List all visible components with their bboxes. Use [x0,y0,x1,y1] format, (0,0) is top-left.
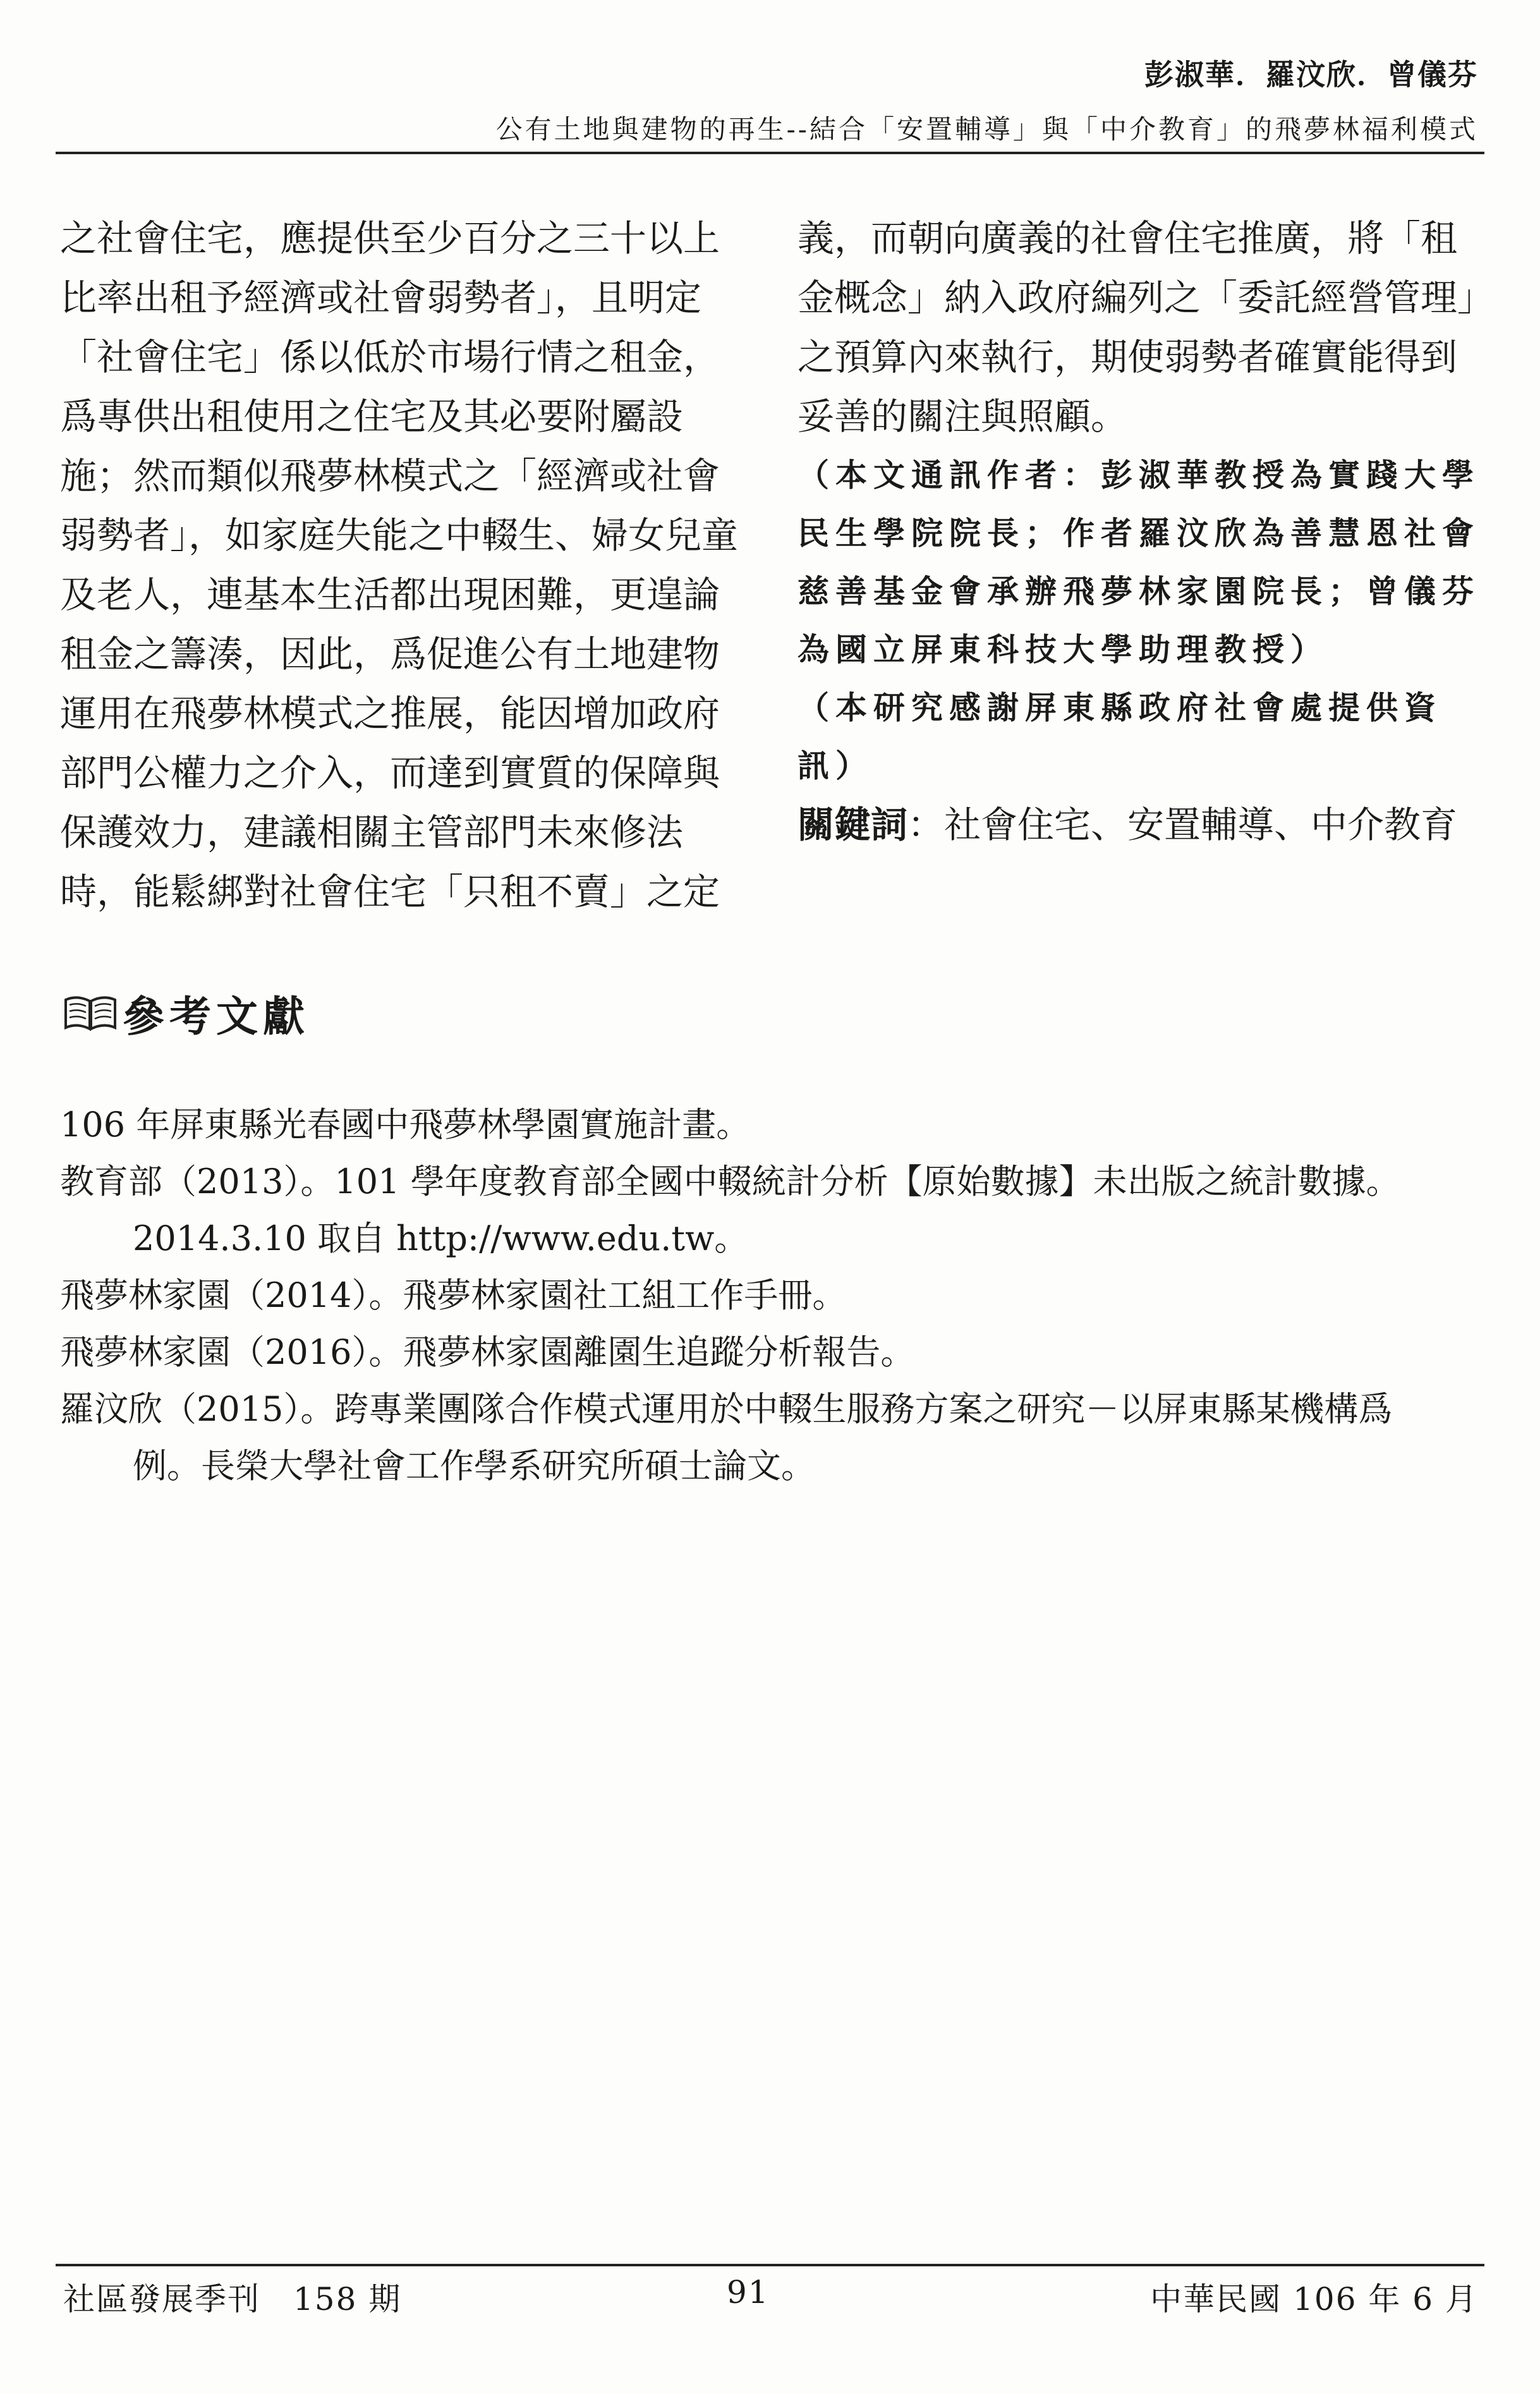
body-line: 施；然而類似飛夢林模式之「經濟或社會 [60,454,720,497]
ack-note-line: （本研究感謝屏東縣政府社會處提供資 [797,689,1442,726]
references-heading [63,983,310,1043]
body-line: 部門公權力之介入，而達到實質的保障與 [60,751,720,794]
open-book-icon [63,993,118,1033]
body-left-column [60,209,739,921]
body-line: 比率出租予經濟或社會弱勢者」，且明定 [60,276,702,319]
body-line: 金概念」納入政府編列之「委託經營管理」 [797,276,1495,319]
body-line: 「社會住宅」係以低於市場行情之租金， [60,336,720,379]
reference-line: 飛夢林家園（2014）。飛夢林家園社工組工作手冊。 [60,1275,847,1315]
author-note-line: 為國立屏東科技大學助理教授） [797,631,1328,668]
author-note-line: （本文通訊作者：彭淑華教授為實踐大學 [797,456,1480,494]
journal-name: 社區發展季刊 158 期 [63,2281,402,2318]
publication-date: 中華民國 106 年 6 月 [1150,2281,1478,2318]
ack-note-line: 訊） [797,747,873,784]
author-note-line: 民生學院院長；作者羅汶欣為善慧恩社會 [797,514,1480,552]
reference-item [60,1324,1488,1381]
reference-list [60,1097,1488,1495]
body-line: 之預算內來執行，期使弱勢者確實能得到 [797,336,1458,379]
body-line: 時，能鬆綁對社會住宅「只租不賣」之定 [60,870,720,913]
body-line: 妥善的關注與照顧。 [797,395,1128,438]
reference-line-continued: 2014.3.10 取自 http://www.edu.tw。 [133,1218,749,1258]
header-authors: 彭淑華．羅汶欣．曾儀芬 [1144,58,1478,92]
reference-line: 106 年屏東縣光春國中飛夢林學園實施計畫。 [60,1105,751,1145]
reference-line: 羅汶欣（2015）。跨專業團隊合作模式運用於中輟生服務方案之研究－以屏東縣某機構爲 [60,1389,1393,1429]
running-title: 公有土地與建物的再生--結合「安置輔導」與「中介教育」的飛夢林福利模式 [495,114,1478,145]
references-title: 參考文獻 [123,992,310,1041]
body-right-column [797,209,1495,854]
keywords-value: ：社會住宅、安置輔導、中介教育 [907,803,1458,846]
reference-line-continued: 例。長榮大學社會工作學系研究所碩士論文。 [133,1446,815,1486]
keywords [797,795,1480,854]
body-line: 弱勢者」，如家庭失能之中輟生、婦女兒童 [60,514,739,557]
body-line: 爲專供出租使用之住宅及其必要附屬設 [60,395,684,438]
body-line: 及老人，連基本生活都出現困難，更遑論 [60,573,720,616]
footer-divider [56,2264,1484,2266]
body-line: 義，而朝向廣義的社會住宅推廣，將「租 [797,217,1458,260]
reference-item [60,1267,1488,1324]
reference-line: 飛夢林家園（2016）。飛夢林家園離園生追蹤分析報告。 [60,1332,915,1372]
author-note-line: 慈善基金會承辦飛夢林家園院長；曾儀芬 [797,573,1480,610]
body-line: 保護效力，建議相關主管部門未來修法 [60,811,684,854]
reference-item [60,1381,1488,1495]
keywords-label: 關鍵詞 [797,803,908,846]
page-number: 91 [727,2274,770,2311]
reference-item [60,1153,1488,1267]
author-note [797,446,1480,679]
reference-item [60,1097,1488,1153]
header-divider [56,152,1484,154]
reference-line: 教育部（2013）。101 學年度教育部全國中輟統計分析【原始數據】未出版之統計數據。 [60,1162,1400,1201]
body-line: 運用在飛夢林模式之推展，能因增加政府 [60,692,720,735]
body-line: 租金之籌湊，因此，爲促進公有土地建物 [60,633,720,676]
body-line: 之社會住宅，應提供至少百分之三十以上 [60,217,720,260]
acknowledgement-note [797,679,1480,795]
